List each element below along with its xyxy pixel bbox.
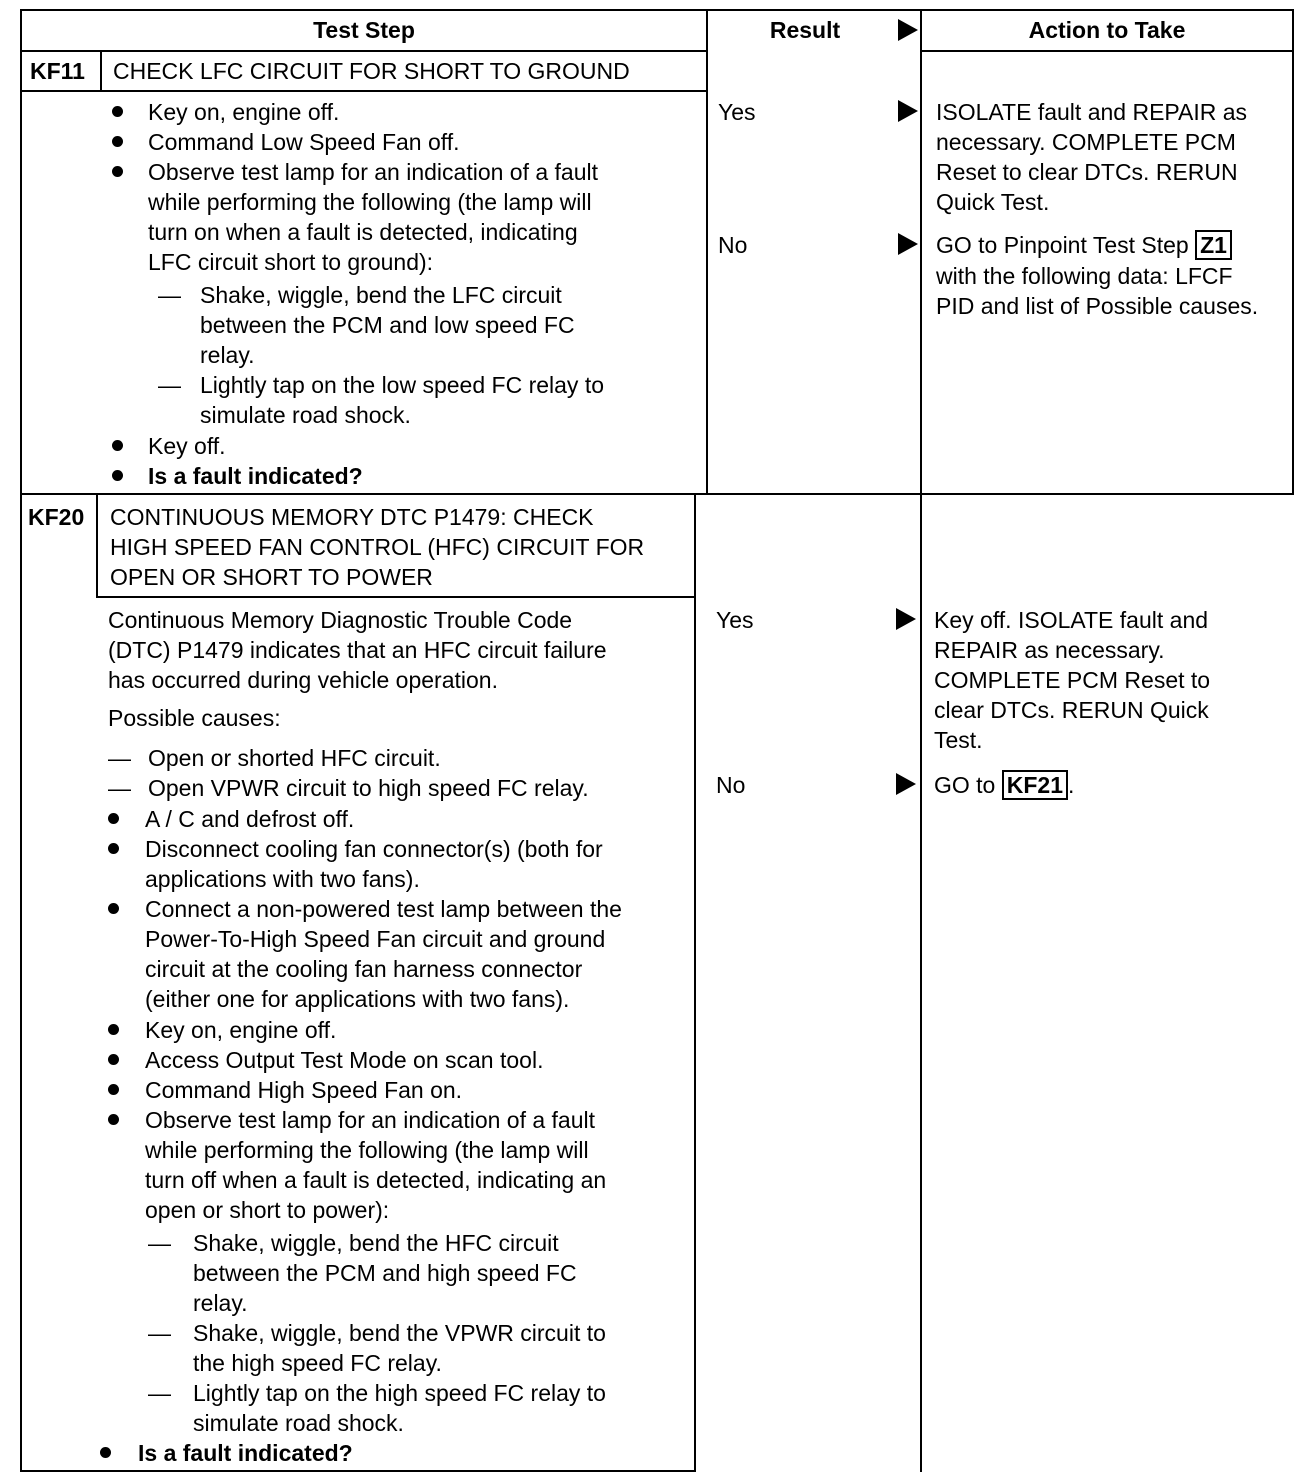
kf11-step-4: Key off. bbox=[148, 433, 226, 459]
header-result: Result bbox=[769, 17, 841, 43]
kf20-intro-3: has occurred during vehicle operation. bbox=[108, 667, 498, 693]
kf11-action-no-2: with the following data: LFCF bbox=[936, 263, 1233, 289]
kf20-sub-1c: relay. bbox=[193, 1290, 248, 1316]
kf20-step-3c: circuit at the cooling fan harness connector bbox=[145, 956, 583, 982]
kf11-title-bottom bbox=[100, 90, 708, 92]
kf11-step-3d: LFC circuit short to ground): bbox=[148, 249, 434, 275]
kf20-cause-1: Open or shorted HFC circuit. bbox=[148, 745, 441, 771]
kf20-result-no: No bbox=[716, 772, 746, 798]
kf20-title-bottom bbox=[96, 596, 696, 598]
kf20-code: KF20 bbox=[28, 504, 85, 530]
kf20-result-yes: Yes bbox=[716, 607, 754, 633]
dash-icon: — bbox=[148, 1320, 171, 1346]
kf20-title-1: CONTINUOUS MEMORY DTC P1479: CHECK bbox=[110, 504, 594, 530]
kf11-sub-1c: relay. bbox=[200, 342, 255, 368]
header-bottom-line-right bbox=[920, 50, 1294, 52]
bullet-icon bbox=[108, 1084, 119, 1095]
arrow-right-icon bbox=[898, 100, 918, 122]
kf20-intro-1: Continuous Memory Diagnostic Trouble Code bbox=[108, 607, 573, 633]
kf20-sub-3: Lightly tap on the high speed FC relay to bbox=[193, 1380, 606, 1406]
bullet-icon bbox=[108, 903, 119, 914]
kf20-action-yes-2: REPAIR as necessary. bbox=[934, 637, 1165, 663]
kf11-action-no-prefix: GO to Pinpoint Test Step bbox=[936, 232, 1189, 258]
kf11-action-no-3: PID and list of Possible causes. bbox=[936, 293, 1259, 319]
kf20-step-4: Key on, engine off. bbox=[145, 1017, 337, 1043]
kf20-link-kf21[interactable]: KF21 bbox=[1002, 770, 1068, 800]
bullet-icon bbox=[100, 1447, 111, 1458]
kf20-action-no bbox=[934, 770, 1074, 800]
header-test-step: Test Step bbox=[313, 17, 415, 43]
kf11-step-2: Command Low Speed Fan off. bbox=[148, 129, 460, 155]
kf20-code-divider bbox=[96, 494, 98, 596]
kf11-action-yes-2: necessary. COMPLETE PCM bbox=[936, 129, 1236, 155]
kf20-intro-2: (DTC) P1479 indicates that an HFC circuit failure bbox=[108, 637, 607, 663]
kf11-code-bottom bbox=[20, 90, 102, 92]
kf20-title-3: OPEN OR SHORT TO POWER bbox=[110, 564, 433, 590]
dash-icon: — bbox=[158, 372, 181, 398]
kf20-sub-1b: between the PCM and high speed FC bbox=[193, 1260, 577, 1286]
table-border-bottom bbox=[20, 1470, 694, 1472]
kf20-question: Is a fault indicated? bbox=[138, 1440, 353, 1466]
bullet-icon bbox=[112, 136, 123, 147]
kf11-step-1: Key on, engine off. bbox=[148, 99, 340, 125]
bullet-icon bbox=[108, 1054, 119, 1065]
col-divider-result bbox=[706, 9, 708, 495]
kf20-step-7c: turn off when a fault is detected, indicating an bbox=[145, 1167, 607, 1193]
kf11-link-z1[interactable]: Z1 bbox=[1195, 230, 1232, 260]
kf11-code: KF11 bbox=[30, 58, 85, 84]
kf11-sub-2b: simulate road shock. bbox=[200, 402, 411, 428]
table-border-top bbox=[20, 9, 1294, 11]
kf11-step-3b: while performing the following (the lamp will bbox=[148, 189, 592, 215]
kf20-step-2: Disconnect cooling fan connector(s) (both for bbox=[145, 836, 603, 862]
kf20-cause-2: Open VPWR circuit to high speed FC relay. bbox=[148, 775, 589, 801]
bullet-icon bbox=[108, 813, 119, 824]
bullet-icon bbox=[108, 1024, 119, 1035]
dash-icon: — bbox=[158, 282, 181, 308]
kf11-sub-2: Lightly tap on the low speed FC relay to bbox=[200, 372, 605, 398]
bullet-icon bbox=[108, 1114, 119, 1125]
kf11-title: CHECK LFC CIRCUIT FOR SHORT TO GROUND bbox=[113, 58, 630, 84]
kf20-action-no-prefix: GO to bbox=[934, 772, 996, 798]
kf20-title-2: HIGH SPEED FAN CONTROL (HFC) CIRCUIT FOR bbox=[110, 534, 645, 560]
arrow-right-icon bbox=[896, 773, 916, 795]
kf20-action-yes-3: COMPLETE PCM Reset to bbox=[934, 667, 1211, 693]
bullet-icon bbox=[112, 106, 123, 117]
arrow-right-icon bbox=[896, 608, 916, 630]
kf11-action-yes-3: Reset to clear DTCs. RERUN bbox=[936, 159, 1238, 185]
kf11-sub-1: Shake, wiggle, bend the LFC circuit bbox=[200, 282, 562, 308]
kf20-step-3: Connect a non-powered test lamp between the bbox=[145, 896, 622, 922]
kf20-step-6: Command High Speed Fan on. bbox=[145, 1077, 463, 1103]
header-bottom-line bbox=[20, 50, 708, 52]
bullet-icon bbox=[112, 440, 123, 451]
kf20-action-yes-4: clear DTCs. RERUN Quick bbox=[934, 697, 1209, 723]
dash-icon: — bbox=[148, 1230, 171, 1256]
table-border-left bbox=[20, 9, 22, 1472]
bullet-icon bbox=[112, 470, 123, 481]
dash-icon: — bbox=[108, 775, 131, 801]
kf11-action-no-line1 bbox=[936, 230, 1232, 260]
section-separator bbox=[20, 493, 1294, 495]
kf20-possible-causes-label: Possible causes: bbox=[108, 705, 281, 731]
arrow-right-icon bbox=[898, 233, 918, 255]
dash-icon: — bbox=[148, 1380, 171, 1406]
dash-icon: — bbox=[108, 745, 131, 771]
header-action: Action to Take bbox=[1028, 17, 1186, 43]
kf20-action-yes-5: Test. bbox=[934, 727, 983, 753]
header-arrow-icon bbox=[898, 19, 918, 41]
kf20-action-yes-1: Key off. ISOLATE fault and bbox=[934, 607, 1209, 633]
kf11-result-no: No bbox=[718, 232, 748, 258]
kf20-sub-3b: simulate road shock. bbox=[193, 1410, 404, 1436]
kf20-action-no-suffix: . bbox=[1068, 772, 1075, 798]
kf20-step-7: Observe test lamp for an indication of a fault bbox=[145, 1107, 596, 1133]
kf20-step-2b: applications with two fans). bbox=[145, 866, 420, 892]
kf20-step-7b: while performing the following (the lamp will bbox=[145, 1137, 589, 1163]
kf20-sub-2: Shake, wiggle, bend the VPWR circuit to bbox=[193, 1320, 606, 1346]
kf11-action-yes-4: Quick Test. bbox=[936, 189, 1050, 215]
kf11-step-3: Observe test lamp for an indication of a fault bbox=[148, 159, 599, 185]
kf11-result-yes: Yes bbox=[718, 99, 756, 125]
kf20-step-1: A / C and defrost off. bbox=[145, 806, 355, 832]
kf11-sub-1b: between the PCM and low speed FC bbox=[200, 312, 575, 338]
bullet-icon bbox=[108, 843, 119, 854]
kf11-step-3c: turn on when a fault is detected, indicating bbox=[148, 219, 578, 245]
bullet-icon bbox=[112, 166, 123, 177]
kf20-step-5: Access Output Test Mode on scan tool. bbox=[145, 1047, 544, 1073]
col-divider-result-lower bbox=[694, 494, 696, 1472]
table-border-right bbox=[1292, 9, 1294, 494]
kf20-step-3b: Power-To-High Speed Fan circuit and ground bbox=[145, 926, 606, 952]
kf11-code-divider bbox=[100, 51, 102, 91]
col-divider-action bbox=[920, 9, 922, 1472]
kf11-question: Is a fault indicated? bbox=[148, 463, 363, 489]
kf20-sub-2b: the high speed FC relay. bbox=[193, 1350, 442, 1376]
kf20-step-3d: (either one for applications with two fans). bbox=[145, 986, 570, 1012]
kf20-step-7d: open or short to power): bbox=[145, 1197, 390, 1223]
kf11-action-yes-1: ISOLATE fault and REPAIR as bbox=[936, 99, 1248, 125]
kf20-sub-1: Shake, wiggle, bend the HFC circuit bbox=[193, 1230, 559, 1256]
